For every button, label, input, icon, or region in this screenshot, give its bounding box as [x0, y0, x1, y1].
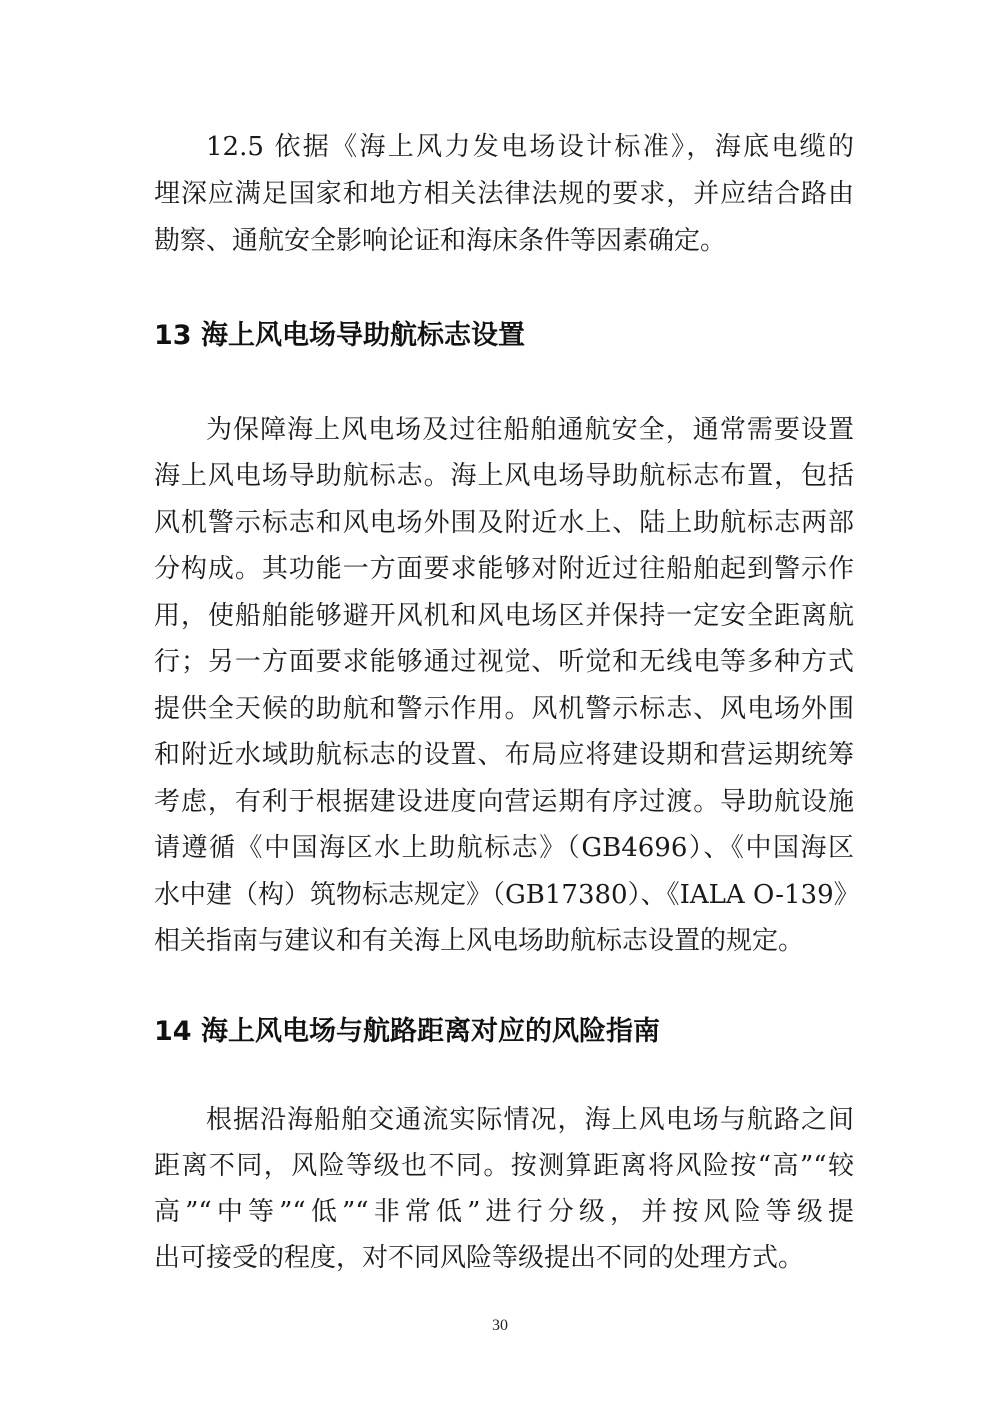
paragraph-line: 高”“中等”“低”“非常低”进行分级，并按风险等级提 [154, 1197, 854, 1227]
paragraph-line: 相关指南与建议和有关海上风电场助航标志设置的规定。 [154, 926, 805, 956]
paragraph-line: 距离不同，风险等级也不同。按测算距离将风险按“高”“较 [154, 1151, 854, 1181]
section-14-heading: 14 海上风电场与航路距离对应的风险指南 [154, 1016, 660, 1047]
paragraph-line: 分构成。其功能一方面要求能够对附近过往船舶起到警示作 [154, 554, 854, 584]
paragraph-line: 埋深应满足国家和地方相关法律法规的要求，并应结合路由 [154, 179, 854, 209]
paragraph-line: 海上风电场导助航标志。海上风电场导助航标志布置，包括 [154, 461, 854, 491]
paragraph-line: 勘察、通航安全影响论证和海床条件等因素确定。 [154, 226, 727, 256]
paragraph-line: 行；另一方面要求能够通过视觉、听觉和无线电等多种方式 [154, 647, 854, 677]
paragraph-line: 考虑，有利于根据建设进度向营运期有序过渡。导助航设施 [154, 787, 854, 817]
paragraph-line: 根据沿海船舶交通流实际情况，海上风电场与航路之间 [206, 1105, 854, 1135]
paragraph-line: 请遵循《中国海区水上助航标志》（GB4696）、《中国海区 [154, 833, 854, 863]
paragraph-line: 水中建（构）筑物标志规定》（GB17380）、《IALA O-139》 [154, 880, 860, 910]
paragraph-line: 为保障海上风电场及过往船舶通航安全，通常需要设置 [206, 415, 854, 445]
section-13-heading: 13 海上风电场导助航标志设置 [154, 320, 525, 351]
paragraph-line: 提供全天候的助航和警示作用。风机警示标志、风电场外围 [154, 694, 854, 724]
paragraph-line: 12.5 依据《海上风力发电场设计标准》，海底电缆的 [206, 132, 854, 162]
paragraph-line: 风机警示标志和风电场外围及附近水上、陆上助航标志两部 [154, 508, 854, 538]
paragraph-line: 和附近水域助航标志的设置、布局应将建设期和营运期统筹 [154, 740, 854, 770]
page-number: 30 [492, 1317, 508, 1334]
paragraph-line: 用，使船舶能够避开风机和风电场区并保持一定安全距离航 [154, 601, 854, 631]
paragraph-line: 出可接受的程度，对不同风险等级提出不同的处理方式。 [154, 1243, 805, 1273]
